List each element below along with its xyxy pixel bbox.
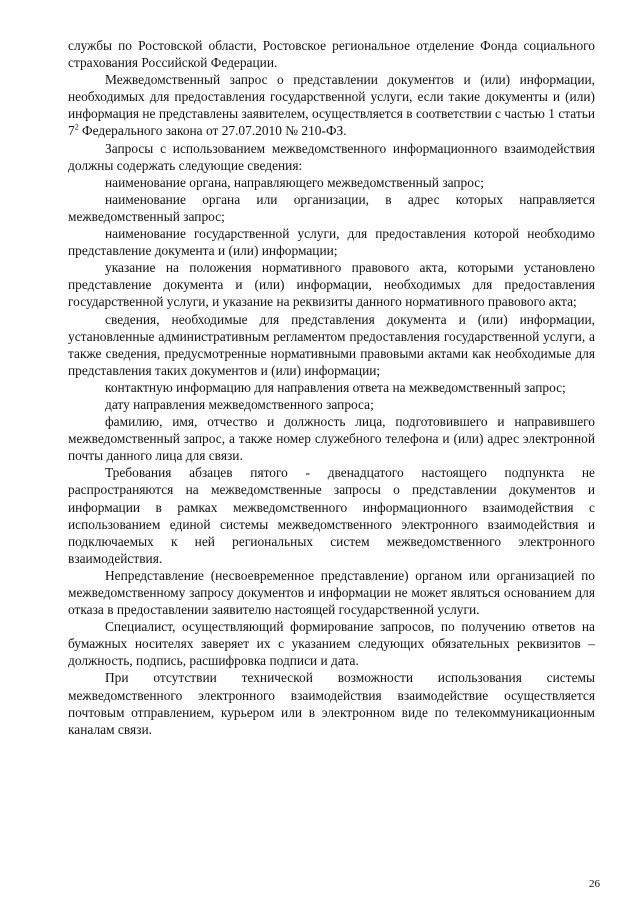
paragraph: Требования абзацев пятого - двенадцатого настоящего подпункта не распространяются на межведомственные запросы о представлении документов и информации в рамках межведомственного информационного взаимодействия с использованием единой системы межведомственного электронного взаимодействия и подключаемых к ней региональных систем межведомственного электронного взаимодействия.: [68, 465, 595, 566]
paragraph-text: Межведомственный запрос о представлении документов и (или) информации, необходимых для предоставления государственной услуги, если такие документы и (или) информация не представлены заявителем, осуществляется в соответствии с частью 1 статьи 7: [68, 72, 595, 139]
page-number: 26: [589, 878, 600, 890]
list-item: дату направления межведомственного запроса;: [105, 396, 374, 412]
paragraph: службы по Ростовской области, Ростовское региональное отделение Фонда социального страхования Российской Федерации.: [68, 38, 595, 71]
list-item: указание на положения нормативного правового акта, которыми установлено представление документа и (или) информации, необходимых для предоставления государственной услуги, и указание на реквизиты данного нормативного правового акта;: [68, 260, 595, 310]
list-item: сведения, необходимые для представления документа и (или) информации, установленные административным регламентом предоставления государственной услуги, а также сведения, предусмотренные нормативными правовыми актами как необходимые для представления таких документов и (или) информации;: [68, 311, 595, 378]
paragraph-text: Федерального закона от 27.07.2010 № 210-ФЗ.: [78, 123, 347, 139]
superscript: 2: [74, 123, 79, 132]
paragraph: Специалист, осуществляющий формирование запросов, по получению ответов на бумажных носителях заверяет их с указанием следующих обязательных реквизитов – должность, подпись, расшифровка подписи и дата.: [68, 619, 595, 669]
paragraph: При отсутствии технической возможности использования системы межведомственного электронного взаимодействия взаимодействие осуществляется почтовым отправлением, курьером или в электронном виде по телекоммуникационным каналам связи.: [68, 670, 595, 737]
document-body: [68, 37, 595, 738]
list-item: наименование государственной услуги, для предоставления которой необходимо представление документа и (или) информации;: [68, 226, 595, 259]
list-item: фамилию, имя, отчество и должность лица, подготовившего и направившего межведомственный запрос, а также номер служебного телефона и (или) адрес электронной почты данного лица для связи.: [68, 414, 595, 464]
paragraph: [68, 71, 595, 139]
list-item: контактную информацию для направления ответа на межведомственный запрос;: [105, 379, 566, 395]
list-item: наименование органа, направляющего межведомственный запрос;: [105, 174, 484, 190]
paragraph: Непредставление (несвоевременное представление) органом или организацией по межведомственному запросу документов и информации не может являться основанием для отказа в предоставлении заявителю настоящей государственной услуги.: [68, 567, 595, 618]
paragraph: Запросы с использованием межведомственного информационного взаимодействия должны содержать следующие сведения:: [68, 140, 595, 173]
list-item: наименование органа или организации, в адрес которых направляется межведомственный запрос;: [68, 191, 595, 224]
